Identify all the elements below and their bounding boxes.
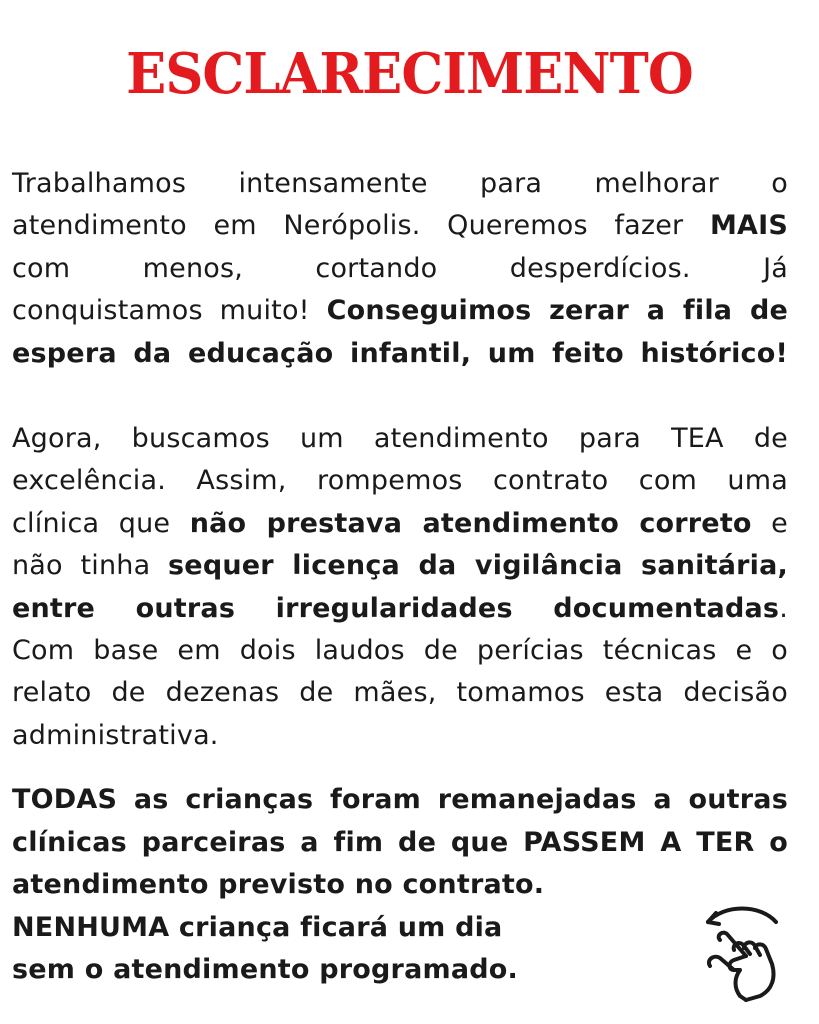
text-segment: administrativa.	[12, 719, 219, 751]
bold-text-segment: TODAS as crianças foram remanejadas a outras	[12, 784, 788, 815]
bold-text-segment: sem o atendimento programado.	[12, 954, 518, 986]
text-line	[12, 205, 788, 247]
text-segment: clínica que	[12, 507, 190, 539]
paragraph-intro	[12, 163, 788, 375]
text-line	[12, 588, 788, 630]
paragraph-conclusion	[12, 779, 788, 992]
text-line	[12, 545, 788, 587]
text-segment: atendimento em Nerópolis. Queremos fazer	[12, 210, 710, 242]
text-segment: e	[751, 507, 788, 539]
text-line	[12, 672, 788, 714]
text-segment: conquistamos muito!	[12, 295, 327, 327]
text-segment: .	[779, 592, 788, 624]
bold-text-segment: não prestava atendimento correto	[189, 507, 752, 539]
bold-text-segment: clínicas parceiras a fim de que PASSEM A TER o	[12, 826, 788, 858]
text-segment: não tinha	[12, 550, 169, 582]
bold-text-segment: NENHUMA criança ficará um dia	[12, 911, 503, 943]
text-segment: Com base em dois laudos de perícias técnicas e o	[12, 634, 788, 666]
bold-text-segment: espera da educação infantil, um feito histórico!	[12, 337, 788, 369]
text-segment: excelência. Assim, rompemos contrato com uma	[12, 465, 788, 497]
text-line	[12, 822, 788, 865]
bold-text-segment: MAIS	[709, 210, 788, 242]
swipe-hand-icon	[690, 900, 794, 1004]
text-segment: Trabalhamos intensamente para melhorar o	[12, 168, 788, 199]
bold-text-segment: atendimento previsto no contrato.	[12, 869, 545, 901]
page-title: ESCLARECIMENTO	[126, 41, 693, 107]
text-line	[12, 418, 788, 460]
text-line	[12, 715, 788, 757]
text-line	[12, 248, 788, 290]
bold-text-segment: Conseguimos zerar a fila de	[326, 295, 788, 327]
text-line	[12, 460, 788, 502]
paragraph-tea	[12, 418, 788, 757]
text-line	[12, 163, 788, 205]
text-line	[12, 503, 788, 545]
text-segment: relato de dezenas de mães, tomamos esta decisão	[12, 677, 788, 709]
text-line	[12, 333, 788, 375]
text-segment: com menos, cortando desperdícios. Já	[12, 252, 788, 284]
bold-text-segment: entre outras irregularidades documentadas	[12, 592, 780, 624]
text-line	[12, 630, 788, 672]
bold-text-segment: sequer licença da vigilância sanitária,	[168, 550, 788, 582]
text-line	[12, 907, 788, 950]
text-line	[12, 290, 788, 332]
text-line	[12, 779, 788, 822]
text-line	[12, 949, 788, 992]
text-segment: Agora, buscamos um atendimento para TEA de	[12, 423, 788, 454]
text-line	[12, 864, 788, 907]
